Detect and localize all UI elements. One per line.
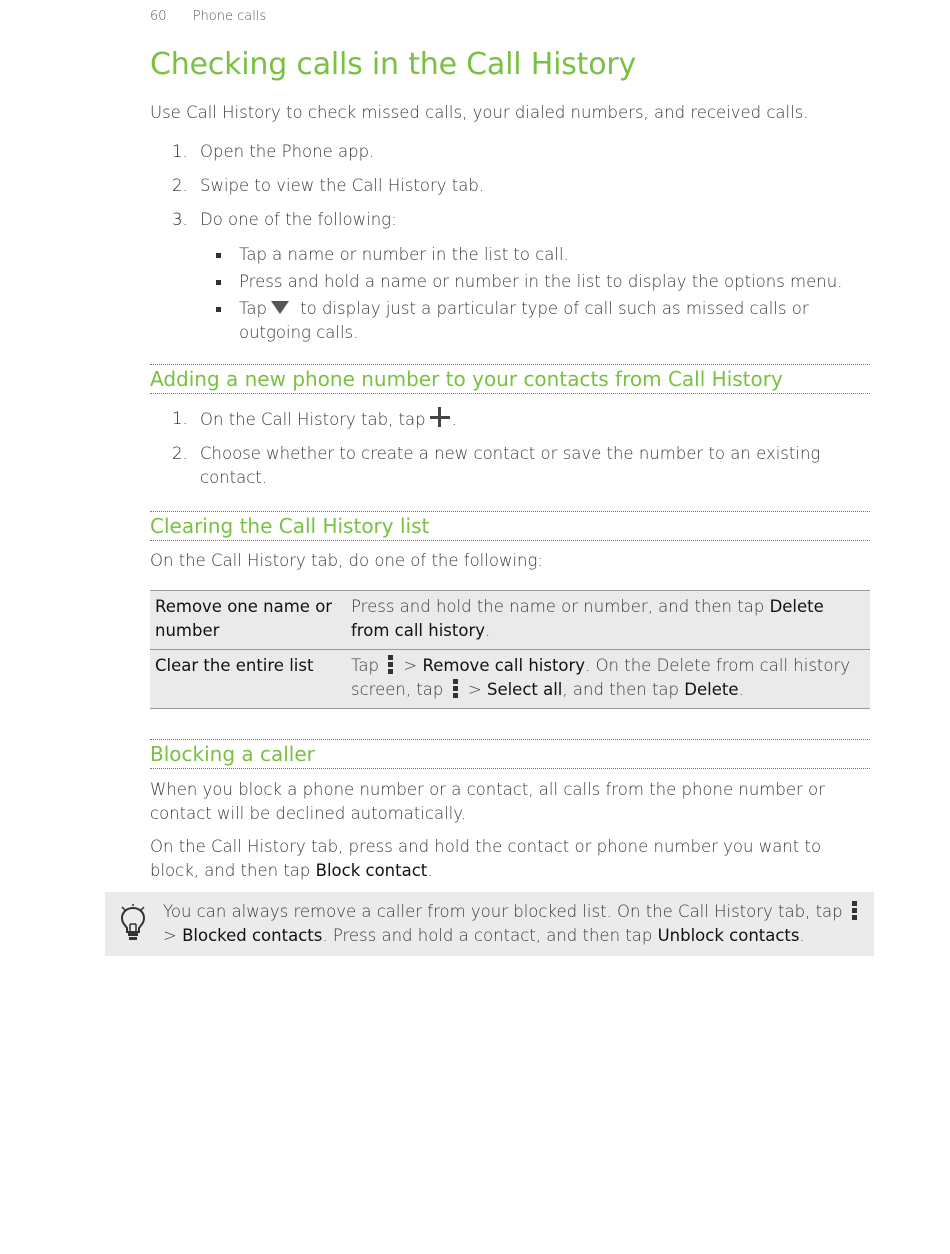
lightbulb-icon — [119, 904, 147, 942]
section-title: Adding a new phone number to your contacts from Call History — [150, 367, 783, 391]
tip-box — [105, 892, 874, 956]
intro-text: Use Call History to check missed calls, your dialed numbers, and received calls. — [150, 103, 809, 122]
adding-steps — [150, 407, 870, 490]
menu-dots-icon — [852, 901, 858, 921]
table-row — [150, 591, 870, 650]
page-content — [150, 47, 870, 883]
step-item: 1. Open the Phone app. — [172, 142, 375, 161]
option-description: Press and hold the name or number, and then tap Delete from call history. — [346, 591, 870, 650]
menu-dots-icon — [388, 655, 394, 675]
bullet-item: Tap a name or number in the list to call. — [150, 243, 870, 267]
steps-list — [150, 140, 870, 232]
step-item: 2. Choose whether to create a new contact or save the number to an existing contact. — [172, 444, 821, 487]
filter-triangle-icon — [271, 301, 289, 314]
page-header — [150, 9, 266, 24]
clearing-intro: On the Call History tab, do one of the following: — [150, 551, 543, 570]
bullet-item: Tap to display just a particular type of call such as missed calls or outgoing calls. — [150, 297, 870, 345]
page-number: 60 — [150, 9, 167, 24]
section-name: Phone calls — [192, 9, 267, 24]
clear-options-table — [150, 590, 870, 709]
blocking-paragraph-1: When you block a phone number or a contact, all calls from the phone number or contact will be declined automatically. — [150, 780, 825, 823]
option-description: Tap > Remove call history. On the Delete from call history screen, tap > Select all, and then tap Delete. — [346, 650, 870, 709]
page-title: Checking calls in the Call History — [150, 47, 637, 82]
add-plus-icon — [430, 407, 450, 427]
tip-text: You can always remove a caller from your blocked list. On the Call History tab, tap > Blocked contacts. Press and hold a contact, and then tap Unblock contacts. — [163, 900, 863, 948]
option-label: Clear the entire list — [150, 650, 346, 709]
table-row — [150, 650, 870, 709]
section-heading-adding — [150, 364, 870, 394]
blocking-paragraph-2: On the Call History tab, press and hold the contact or phone number you want to block, and then tap Block contact. — [150, 837, 822, 880]
section-heading-clearing — [150, 511, 870, 541]
section-title: Blocking a caller — [150, 742, 315, 766]
step-item: 2. Swipe to view the Call History tab. — [172, 176, 485, 195]
bullets-list — [150, 243, 870, 345]
section-heading-blocking — [150, 739, 870, 769]
menu-dots-icon — [453, 679, 459, 699]
bullet-item: Press and hold a name or number in the list to display the options menu. — [150, 270, 870, 294]
step-item: 1. On the Call History tab, tap . — [172, 409, 457, 429]
option-label: Remove one name or number — [150, 591, 346, 650]
step-item: 3. Do one of the following: — [172, 210, 397, 229]
section-title: Clearing the Call History list — [150, 514, 430, 538]
